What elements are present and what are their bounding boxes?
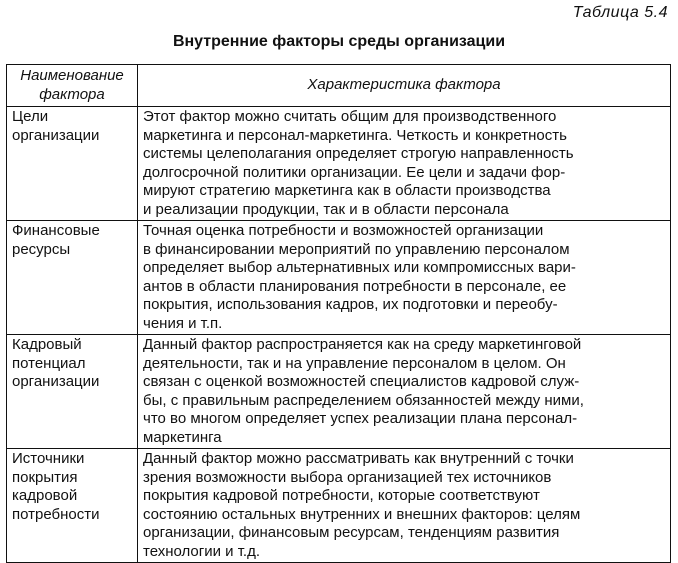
factor-description-line: деятельности, так и на управление персоналом в целом. Он bbox=[143, 354, 566, 372]
factor-description-line: чения и т.п. bbox=[143, 314, 223, 332]
table-row bbox=[7, 221, 671, 335]
factor-description-line: связан с оценкой возможностей специалистов кадровой служ- bbox=[143, 373, 580, 390]
factors-table bbox=[6, 64, 671, 563]
factor-description-line: долгосрочной политики организации. Ее цели и задачи фор- bbox=[143, 163, 566, 181]
factor-name-line: кадровой bbox=[12, 487, 78, 504]
header-factor-name-line: Наименование bbox=[20, 67, 124, 84]
table-header-row bbox=[7, 65, 671, 107]
factor-description-line: системы целеполагания определяет строгую направленность bbox=[143, 145, 574, 162]
factor-name-line: потребности bbox=[12, 505, 100, 523]
factor-description-line: состоянию остальных внутренних и внешних факторов: целям bbox=[143, 505, 581, 523]
table-title: Внутренние факторы среды организации bbox=[172, 33, 506, 50]
factor-name-line: Цели bbox=[12, 108, 49, 125]
factor-description-line: Данный фактор можно рассматривать как внутренний с точки bbox=[143, 450, 574, 467]
factor-description-line: Этот фактор можно считать общим для производственного bbox=[143, 108, 557, 125]
factor-description-cell bbox=[138, 107, 671, 221]
factor-description-line: антов в области планирования потребности в персонале, ее bbox=[143, 277, 567, 295]
factor-description-line: мируют стратегию маркетинга как в области производства bbox=[143, 182, 551, 199]
header-factor-description bbox=[138, 65, 671, 107]
factor-description-line: технологии и т.д. bbox=[143, 542, 261, 560]
factor-name-line: ресурсы bbox=[12, 240, 71, 258]
header-factor-name bbox=[7, 65, 138, 107]
table-number: Таблица 5.4 bbox=[572, 4, 668, 21]
factor-description-line: определяет выбор альтернативных или компромиссных вари- bbox=[143, 259, 576, 276]
factor-name-line: потенциал bbox=[12, 354, 86, 372]
factor-description-line: в финансировании мероприятий по управлению персоналом bbox=[143, 240, 570, 258]
factor-description-cell bbox=[138, 221, 671, 335]
factor-description-line: маркетинга и персонал-маркетинга. Четкость и конкретность bbox=[143, 126, 567, 144]
factor-description-line: бы, с правильным распределением обязанностей между ними, bbox=[143, 391, 584, 409]
factor-description-line: зрения возможности выбора организацией тех источников bbox=[143, 468, 552, 486]
factor-description-line: маркетинга bbox=[143, 428, 222, 446]
factor-name-line: организации bbox=[12, 126, 100, 144]
factor-name-line: Источники bbox=[12, 450, 85, 467]
factor-description-cell bbox=[138, 449, 671, 563]
table-row bbox=[7, 335, 671, 449]
factor-description-line: организации, финансовым ресурсам, тенденциям развития bbox=[143, 524, 560, 541]
factor-description-line: покрытия кадровой потребности, которые соответствуют bbox=[143, 487, 540, 504]
factor-name-line: организации bbox=[12, 373, 100, 390]
factor-name-cell bbox=[7, 449, 138, 563]
header-factor-description-text: Характеристика фактора bbox=[307, 76, 501, 94]
factor-name-line: Финансовые bbox=[12, 222, 100, 239]
table-row bbox=[7, 449, 671, 563]
factor-description-line: и реализации продукции, так и в области персонала bbox=[143, 200, 509, 218]
header-factor-name-line: фактора bbox=[39, 85, 105, 103]
factor-description-cell bbox=[138, 335, 671, 449]
factor-name-cell bbox=[7, 221, 138, 335]
factor-description-line: Данный фактор распространяется как на среду маркетинговой bbox=[143, 336, 582, 353]
factor-name-cell bbox=[7, 335, 138, 449]
factor-description-line: Точная оценка потребности и возможностей организации bbox=[143, 222, 544, 239]
factor-name-line: Кадровый bbox=[12, 336, 82, 353]
factor-description-line: покрытия, использования кадров, их подготовки и переобу- bbox=[143, 296, 558, 313]
table-row bbox=[7, 107, 671, 221]
factor-name-line: покрытия bbox=[12, 468, 78, 486]
factor-name-cell bbox=[7, 107, 138, 221]
factor-description-line: что во многом определяет успех реализации плана персонал- bbox=[143, 410, 578, 427]
